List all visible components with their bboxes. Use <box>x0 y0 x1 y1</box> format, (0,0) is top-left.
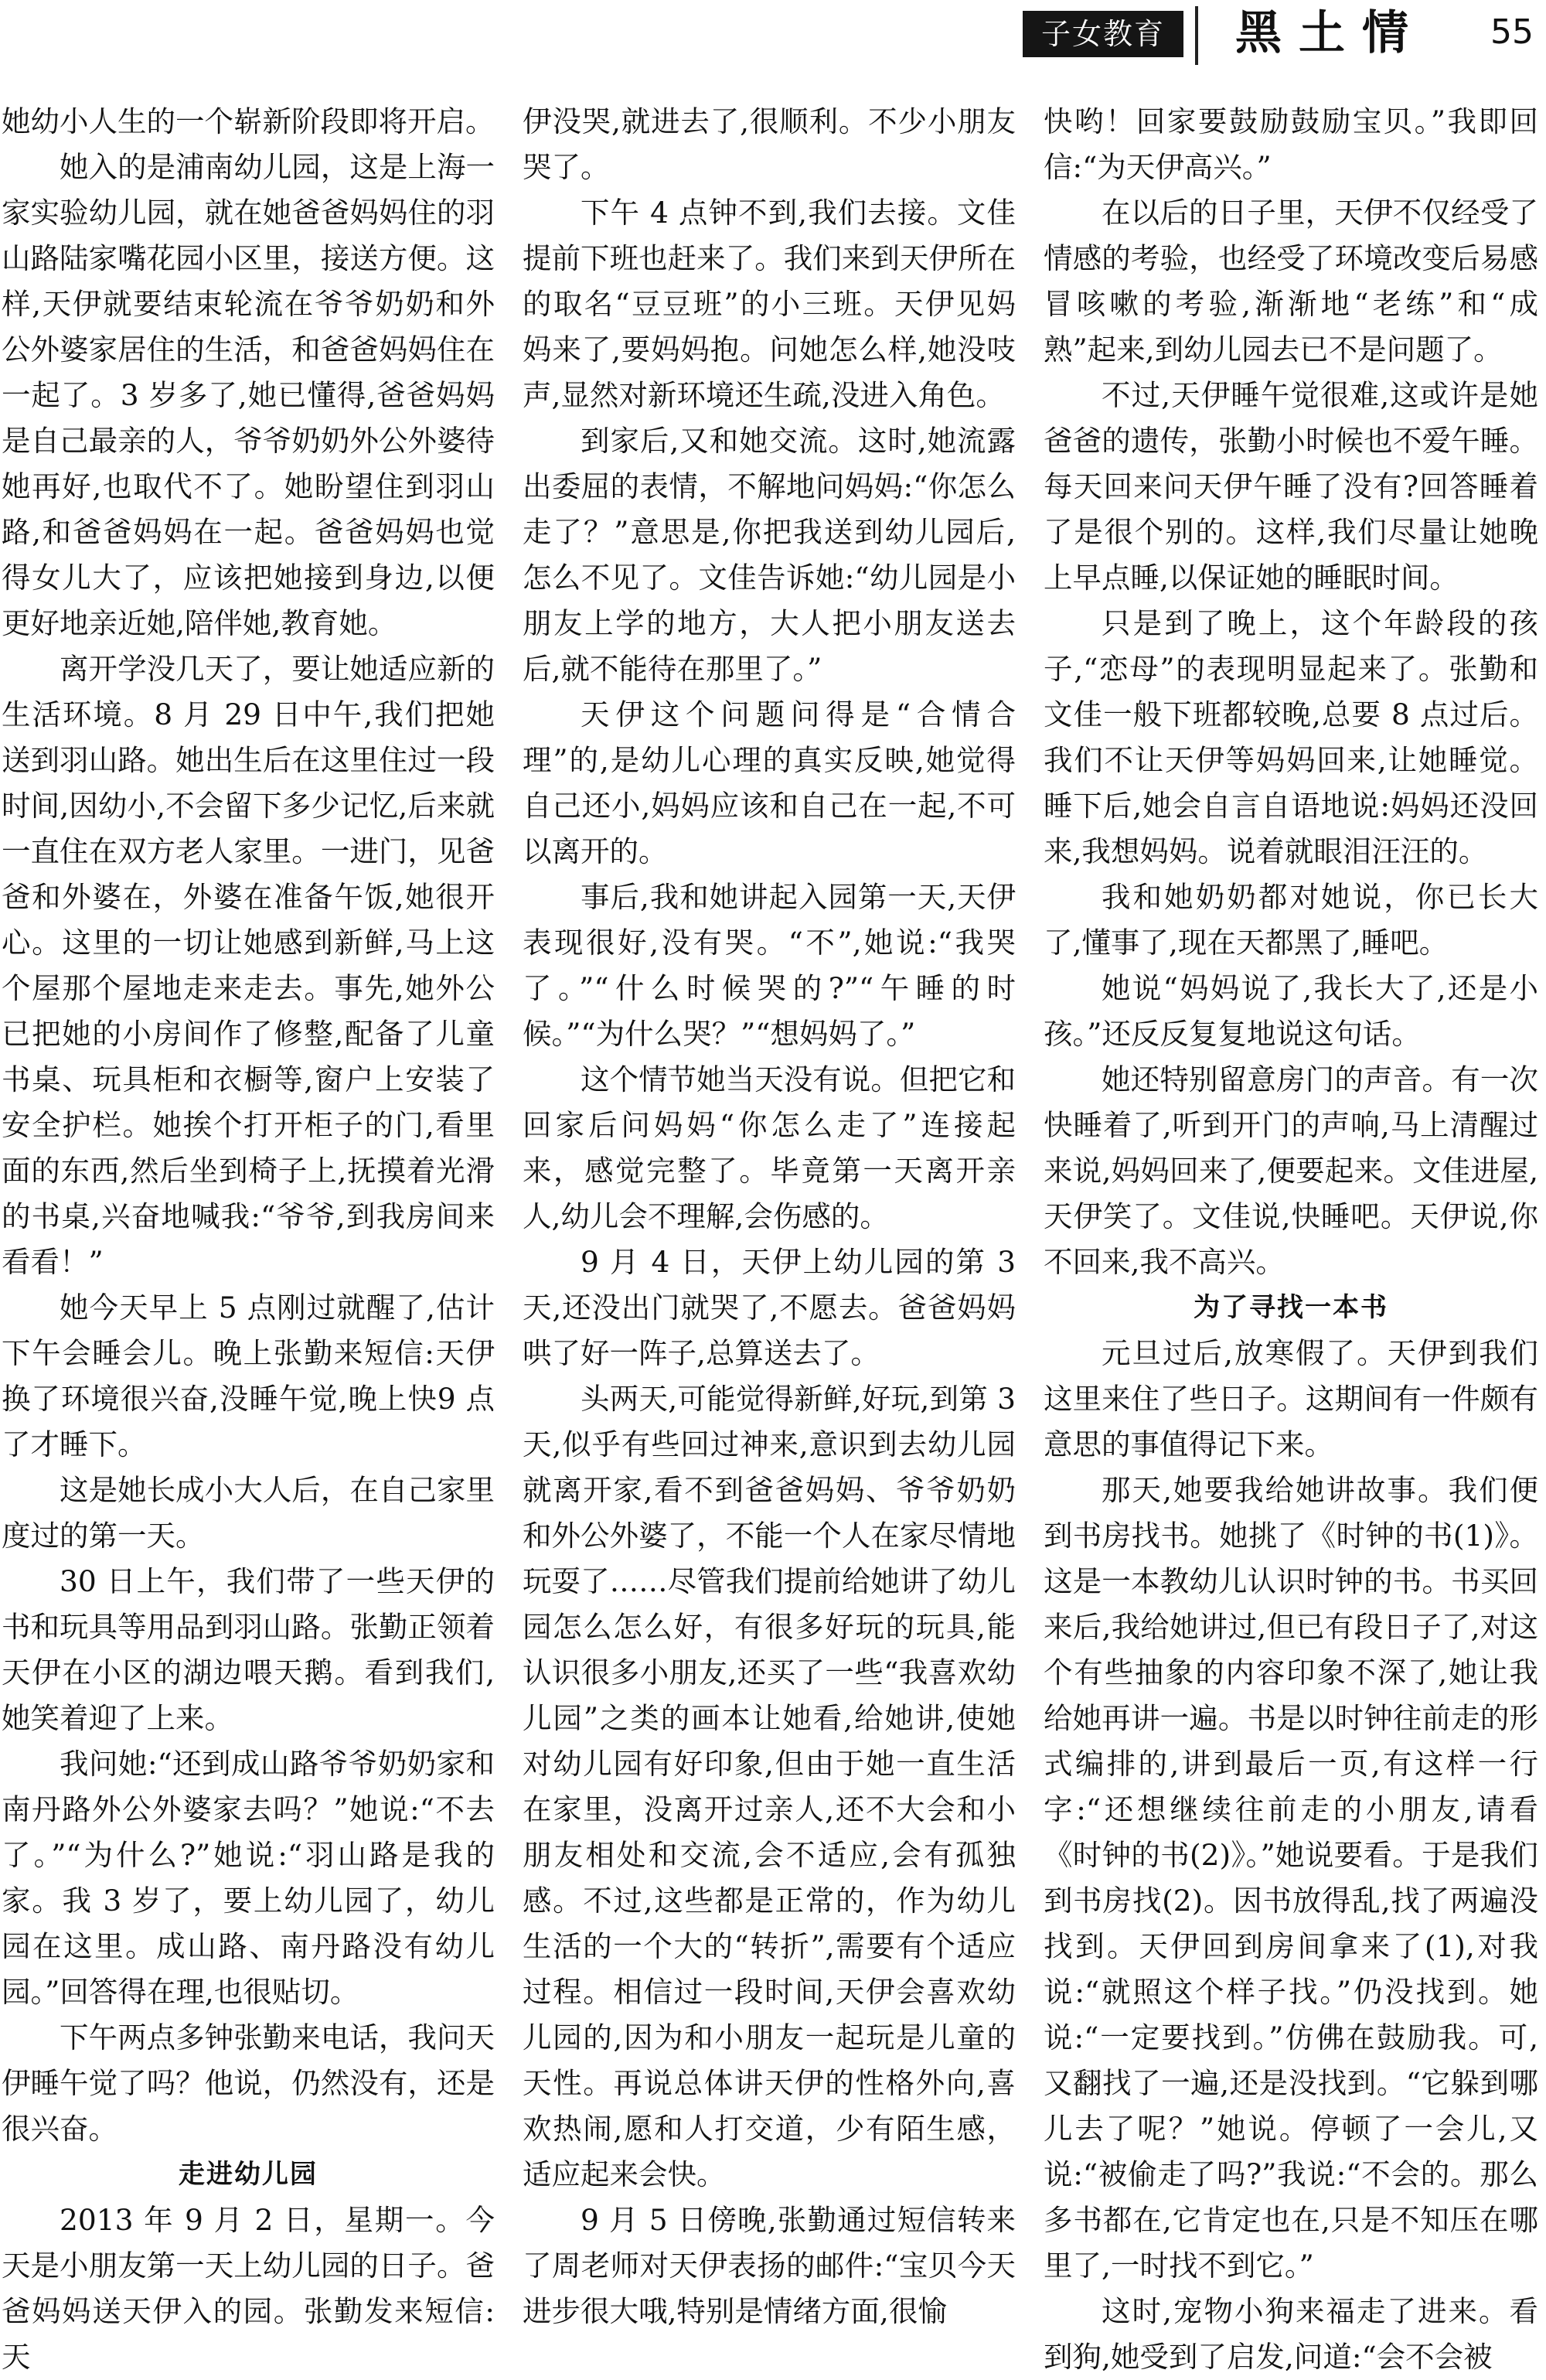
paragraph: 她入的是浦南幼儿园，这是上海一家实验幼儿园，就在她爸爸妈妈住的羽山路陆家嘴花园小区里，接送方便。这样,天伊就要结束轮流在爷爷奶奶和外公外婆家居住的生活，和爸爸妈妈住在一起了。3 岁多了,她已懂得,爸爸妈妈是自己最亲的人，爷爷奶奶外公外婆待她再好,也取代不了。她盼望住到羽山路,和爸爸妈妈在一起。爸爸妈妈也觉得女儿大了，应该把她接到身边,以便更好地亲近她,陪伴她,教育她。 <box>2 150 495 640</box>
paragraph: 头两天,可能觉得新鲜,好玩,到第 3 天,似乎有些回过神来,意识到去幼儿园就离开家,看不到爸爸妈妈、爷爷奶奶和外公外婆了，不能一个人在家尽情地玩耍了……尽管我们提前给她讲了幼儿园怎么怎么好，有很多好玩的玩具,能认识很多小朋友,还买了一些“我喜欢幼儿园”之类的画本让她看,给她讲,使她对幼儿园有好印象,但由于她一直生活在家里，没离开过亲人,还不大会和小朋友相处和交流,会不适应,会有孤独感。不过,这些都是正常的，作为幼儿生活的一个大的“转折”,需要有个适应过程。相信过一段时间,天伊会喜欢幼儿园的,因为和小朋友一起玩是儿童的天性。再说总体讲天伊的性格外向,喜欢热闹,愿和人打交道，少有陌生感，适应起来会快。 <box>523 1382 1016 2191</box>
section-heading: 为了寻找一本书 <box>1194 1292 1388 1323</box>
text-column-1 <box>2 99 495 2374</box>
text-column-3 <box>1044 99 1538 2374</box>
magazine-logo: 黑土情 <box>1235 6 1425 60</box>
paragraph: 我和她奶奶都对她说，你已长大了,懂事了,现在天都黑了,睡吧。 <box>1044 880 1538 960</box>
text-column-2 <box>523 99 1016 2328</box>
paragraph: 离开学没几天了，要让她适应新的生活环境。8 月 29 日中午,我们把她送到羽山路。她出生后在这里住过一段时间,因幼小,不会留下多少记忆,后来就一直住在双方老人家里。一进门，见爸爸和外婆在，外婆在准备午饭,她很开心。这里的一切让她感到新鲜,马上这个屋那个屋地走来走去。事先,她外公已把她的小房间作了修整,配备了儿童书桌、玩具柜和衣橱等,窗户上安装了安全护栏。她挨个打开柜子的门,看里面的东西,然后坐到椅子上,抚摸着光滑的书桌,兴奋地喊我:“爷爷,到我房间来看看！” <box>2 652 495 1279</box>
paragraph: 到家后,又和她交流。这时,她流露出委屈的表情，不解地问妈妈:“你怎么走了？”意思是,你把我送到幼儿园后,怎么不见了。文佳告诉她:“幼儿园是小朋友上学的地方，大人把小朋友送去后,就不能待在那里了。” <box>523 424 1016 686</box>
paragraph: 天伊这个问题问得是“合情合理”的,是幼儿心理的真实反映,她觉得自己还小,妈妈应该和自己在一起,不可以离开的。 <box>523 697 1016 868</box>
paragraph: 她说“妈妈说了,我长大了,还是小孩。”还反反复复地说这句话。 <box>1044 971 1538 1051</box>
paragraph: 我问她:“还到成山路爷爷奶奶家和南丹路外公外婆家去吗？”她说:“不去了。”“为什么?”她说:“羽山路是我的家。我 3 岁了，要上幼儿园了，幼儿园在这里。成山路、南丹路没有幼儿园。”回答得在理,也很贴切。 <box>2 1747 495 2009</box>
paragraph: 下午两点多钟张勤来电话，我问天伊睡午觉了吗？他说，仍然没有，还是很兴奋。 <box>2 2020 495 2146</box>
paragraph: 9 月 4 日，天伊上幼儿园的第 3 天,还没出门就哭了,不愿去。爸爸妈妈哄了好一阵子,总算送去了。 <box>523 1245 1016 1370</box>
section-heading: 走进幼儿园 <box>179 2159 318 2190</box>
paragraph: 9 月 5 日傍晚,张勤通过短信转来了周老师对天伊表扬的邮件:“宝贝今天进步很大哦,特别是情绪方面,很愉 <box>523 2203 1016 2328</box>
paragraph: 这是她长成小大人后，在自己家里度过的第一天。 <box>2 1473 495 1553</box>
paragraph: 2013 年 9 月 2 日，星期一。今天是小朋友第一天上幼儿园的日子。爸爸妈妈送天伊入的园。张勤发来短信:天 <box>2 2203 495 2374</box>
paragraph: 伊没哭,就进去了,很顺利。不少小朋友哭了。 <box>523 104 1016 184</box>
page-number: 55 <box>1490 12 1534 52</box>
paragraph: 那天,她要我给她讲故事。我们便到书房找书。她挑了《时钟的书(1)》。这是一本教幼儿认识时钟的书。书买回来后,我给她讲过,但已有段日子了,对这个有些抽象的内容印象不深了,她让我给她再讲一遍。书是以时钟往前走的形式编排的,讲到最后一页,有这样一行字:“还想继续往前走的小朋友,请看《时钟的书(2)》。”她说要看。于是我们到书房找(2)。因书放得乱,找了两遍没找到。天伊回到房间拿来了(1),对我说:“就照这个样子找。”仍没找到。她说:“一定要找到。”仿佛在鼓励我。可,又翻找了一遍,还是没找到。“它躲到哪儿去了呢？”她说。停顿了一会儿,又说:“被偷走了吗?”我说:“不会的。那么多书都在,它肯定也在,只是不知压在哪里了,一时找不到它。” <box>1044 1473 1538 2283</box>
paragraph: 她幼小人生的一个崭新阶段即将开启。 <box>2 104 495 138</box>
paragraph: 在以后的日子里，天伊不仅经受了情感的考验，也经受了环境改变后易感冒咳嗽的考验,渐渐地“老练”和“成熟”起来,到幼儿园去已不是问题了。 <box>1044 196 1538 367</box>
paragraph: 30 日上午，我们带了一些天伊的书和玩具等用品到羽山路。张勤正领着天伊在小区的湖边喂天鹅。看到我们,她笑着迎了上来。 <box>2 1564 495 1735</box>
paragraph: 这时,宠物小狗来福走了进来。看到狗,她受到了启发,问道:“会不会被 <box>1044 2294 1538 2374</box>
paragraph: 事后,我和她讲起入园第一天,天伊表现很好,没有哭。“不”,她说:“我哭了。”“什么时候哭的?”“午睡的时候。”“为什么哭？”“想妈妈了。” <box>523 880 1016 1051</box>
paragraph: 下午 4 点钟不到,我们去接。文佳提前下班也赶来了。我们来到天伊所在的取名“豆豆班”的小三班。天伊见妈妈来了,要妈妈抱。问她怎么样,她没吱声,显然对新环境还生疏,没进入角色。 <box>523 196 1016 412</box>
header-divider <box>1195 6 1198 65</box>
paragraph: 她还特别留意房门的声音。有一次快睡着了,听到开门的声响,马上清醒过来说,妈妈回来了,便要起来。文佳进屋,天伊笑了。文佳说,快睡吧。天伊说,你不回来,我不高兴。 <box>1044 1062 1538 1279</box>
paragraph: 这个情节她当天没有说。但把它和回家后问妈妈“你怎么走了”连接起来，感觉完整了。毕竟第一天离开亲人,幼儿会不理解,会伤感的。 <box>523 1062 1016 1233</box>
paragraph: 不过,天伊睡午觉很难,这或许是她爸爸的遗传，张勤小时候也不爱午睡。每天回来问天伊午睡了没有?回答睡着了是很个别的。这样,我们尽量让她晚上早点睡,以保证她的睡眠时间。 <box>1044 378 1538 595</box>
page-header <box>0 0 1546 77</box>
paragraph: 她今天早上 5 点刚过就醒了,估计下午会睡会儿。晚上张勤来短信:天伊换了环境很兴奋,没睡午觉,晚上快9 点了才睡下。 <box>2 1291 495 1461</box>
paragraph: 只是到了晚上，这个年龄段的孩子,“恋母”的表现明显起来了。张勤和文佳一般下班都较晚,总要 8 点过后。我们不让天伊等妈妈回来,让她睡觉。睡下后,她会自言自语地说:妈妈还没回来,我想妈妈。说着就眼泪汪汪的。 <box>1044 606 1538 868</box>
paragraph: 快哟！回家要鼓励鼓励宝贝。”我即回信:“为天伊高兴。” <box>1044 104 1538 184</box>
paragraph: 元旦过后,放寒假了。天伊到我们这里来住了些日子。这期间有一件颇有意思的事值得记下来。 <box>1044 1336 1538 1461</box>
section-label: 子女教育 <box>1023 11 1183 57</box>
